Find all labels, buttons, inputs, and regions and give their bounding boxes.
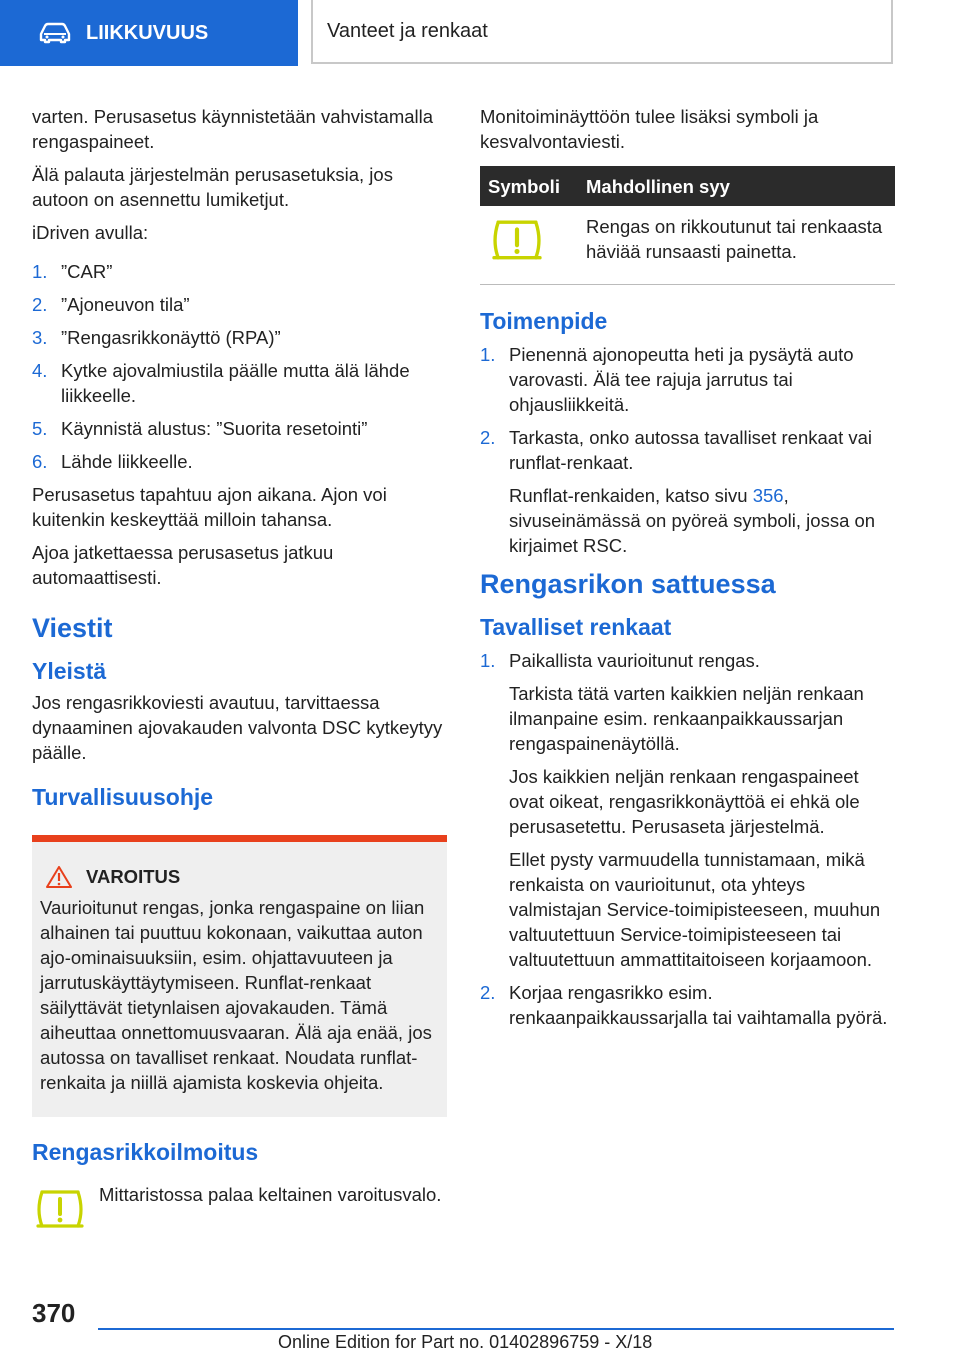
page-link[interactable]: 356 <box>752 485 784 506</box>
page-header-title: Vanteet ja renkaat <box>311 0 893 64</box>
list-item: 4. Kytke ajovalmiustila päälle mutta älä lähde liikkeelle. <box>32 360 410 406</box>
heading-turvallisuusohje: Turvallisuusohje <box>32 784 214 810</box>
idrive-steps <box>32 259 450 474</box>
table-header-symbol: Symboli <box>480 166 578 206</box>
page-number: 370 <box>32 1298 76 1328</box>
car-icon <box>38 22 72 44</box>
list-item: 5. Käynnistä alustus: ”Suorita resetointi” <box>32 418 368 439</box>
list-item: 2. ”Ajoneuvon tila” <box>32 294 190 315</box>
paragraph: Ajoa jatkettaessa perusasetus jatkuu automaattisesti. <box>32 542 334 588</box>
list-item: 3. ”Rengasrikkonäyttö (RPA)” <box>32 327 281 348</box>
footer-divider <box>98 1328 894 1330</box>
list-item: 1. Pienennä ajonopeutta heti ja pysäytä auto varovasti. Älä tee rajuja jarrutus tai ohjausliikkeitä. <box>480 344 854 415</box>
heading-viestit: Viestit <box>32 613 113 643</box>
heading-tavalliset-renkaat: Tavalliset renkaat <box>480 614 672 640</box>
paragraph: iDriven avulla: <box>32 222 149 243</box>
section-tab <box>0 0 298 66</box>
paragraph: Perusasetus tapahtuu ajon aikana. Ajon voi kuitenkin keskeyttää milloin tahansa. <box>32 484 387 530</box>
paragraph: varten. Perusasetus käynnistetään vahvistamalla rengaspaineet. <box>32 106 434 152</box>
left-column <box>32 104 450 810</box>
list-item: 1. Paikallista vaurioitunut rengas. Tarkista tätä varten kaikkien neljän renkaan ilmanpaine esim. renkaanpaikkaussarjan rengaspainenäytöllä. Jos kaikkien neljän renkaan rengaspaineet ovat oikeat, rengasrikkonäyttöä ei ehkä ole perusasetettu. Perusaseta järjestelmä. Ellet pysty varmuudella tunnistamaan, mikä renkaista on vaurioitunut, ota yhteys valmistajan Service-toimipisteeseen, muuhun valtuutettuun Service-toimipisteeseen tai valtuutettuun ammattitaitoiseen korjaamoon. <box>480 650 881 970</box>
table-row <box>480 206 895 285</box>
list-item: 2. Tarkasta, onko autossa tavalliset renkaat vai runflat-renkaat. Runflat-renkaiden, katso sivu 356, sivuseinämässä on pyöreä symboli, jossa on kirjaimet RSC. <box>480 425 895 558</box>
section-label: LIIKKUVUUS <box>86 21 209 44</box>
paragraph: Jos rengasrikkoviesti avautuu, tarvittaessa dynaaminen ajovakauden valvonta DSC kytkeytyy päälle. <box>32 692 443 763</box>
warning-icon <box>46 866 72 888</box>
paragraph: Monitoiminäyttöön tulee lisäksi symboli ja kesvalvontaviesti. <box>480 106 819 152</box>
heading-rengasrikkoilmoitus: Rengasrikkoilmoitus <box>32 1139 259 1165</box>
table-header-cause: Mahdollinen syy <box>578 166 895 206</box>
warning-box <box>32 835 447 1117</box>
list-item: 1. ”CAR” <box>32 261 113 282</box>
paragraph: Älä palauta järjestelmän perusasetuksia, jos autoon on asennettu lumiketjut. <box>32 164 393 210</box>
edition-note: Online Edition for Part no. 01402896759 - X/18 <box>278 1332 653 1352</box>
heading-toimenpide: Toimenpide <box>480 308 608 334</box>
heading-yleista: Yleistä <box>32 658 107 684</box>
warning-text: Vaurioitunut rengas, jonka rengaspaine on liian alhainen tai puuttuu kokonaan, vaikuttaa auton ajo-ominaisuuksiin, esim. ohjattavuuteen ja jarrutuskäyttäytymiseen. Runflat-renkaat säilyttävät tietynlaisen ajovakauden. Tämä aiheuttaa onnettomuusvaaran. Älä aja enää, jos autossa on tavalliset renkaat. Noudata runflat-renkaita ja niillä ajamista koskevia ohjeita. <box>40 897 432 1093</box>
right-column <box>480 104 895 1038</box>
heading-rengasrikon-sattuessa: Rengasrikon sattuessa <box>480 569 776 599</box>
warning-title: VAROITUS <box>86 866 181 887</box>
toimenpide-steps <box>480 342 895 558</box>
tpms-symbol-icon <box>488 218 546 264</box>
tpms-warning-icon <box>34 1188 86 1232</box>
tavalliset-steps <box>480 648 895 1030</box>
list-item: 6. Lähde liikkeelle. <box>32 451 193 472</box>
symbol-table <box>480 166 895 285</box>
runflat-paragraph: Runflat-renkaiden, katso sivu 356, sivuseinämässä on pyöreä symboli, jossa on kirjaimet RSC. <box>509 485 876 556</box>
table-cell-cause: Rengas on rikkoutunut tai renkaasta häviää runsaasti painetta. <box>578 206 895 285</box>
paragraph: Mittaristossa palaa keltainen varoitusvalo. <box>99 1184 442 1205</box>
list-item: 2. Korjaa rengasrikko esim. renkaanpaikkaussarjalla tai vaihtamalla pyörä. <box>480 982 888 1028</box>
